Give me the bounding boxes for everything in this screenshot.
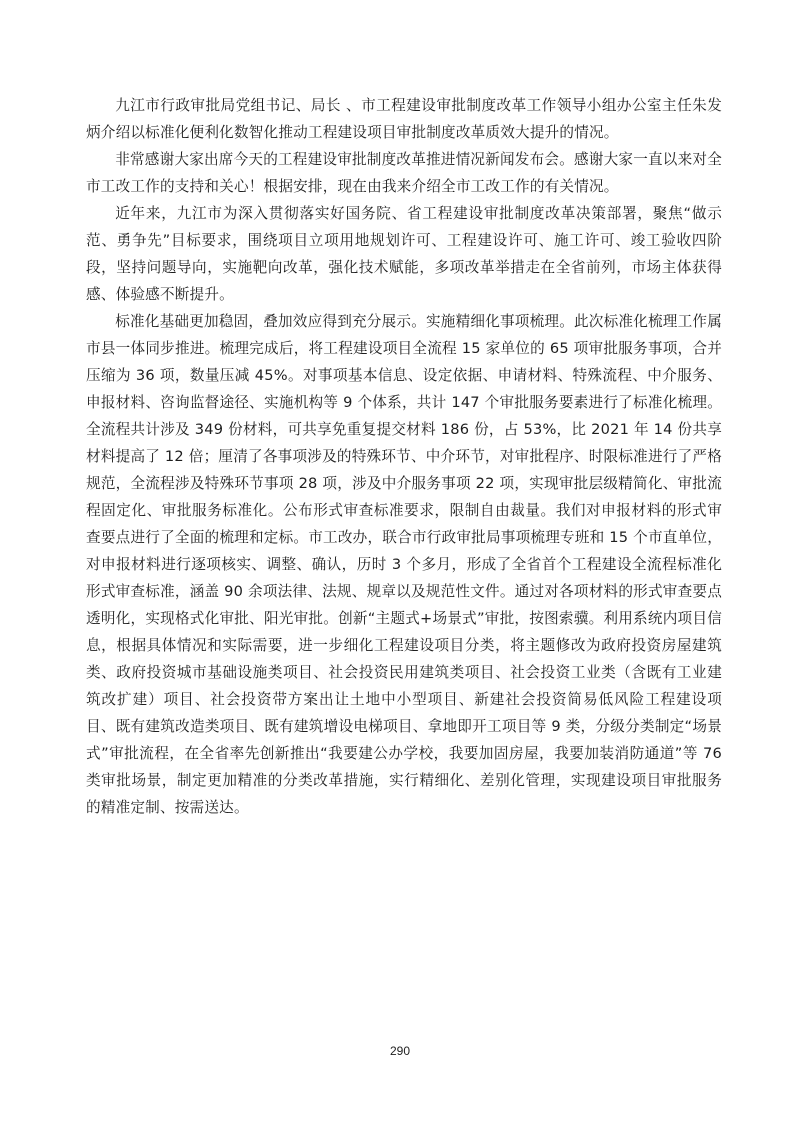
paragraph-overview: 近年来，九江市为深入贯彻落实好国务院、省工程建设审批制度改革决策部署，聚焦“做示范、勇争先”目标要求，围绕项目立项用地规划许可、工程建设许可、施工许可、竣工验收四阶段，坚持问题导向，实施靶向改革，强化技术赋能，多项改革举措走在全省前列，市场主体获得感、体验感不断提升。 [86, 205, 722, 303]
paragraph-thanks: 非常感谢大家出席今天的工程建设审批制度改革推进情况新闻发布会。感谢大家一直以来对全市工改工作的支持和关心！根据安排，现在由我来介绍全市工改工作的有关情况。 [86, 151, 722, 195]
document-body [86, 92, 722, 821]
page-number: 290 [389, 1044, 411, 1058]
paragraph-standardization: 标准化基础更加稳固，叠加效应得到充分展示。实施精细化事项梳理。此次标准化梳理工作属市县一体同步推进。梳理完成后，将工程建设项目全流程 15 家单位的 65 项审批服务事项，合并压缩为 36 项，数量压减 45%。对事项基本信息、设定依据、申请材料、特殊流程、中介服务、申报材料、咨询监督途径、实施机构等 9 个体系，共计 147 个审批服务要素进行了标准化梳理。全流程共计涉及 349 份材料，可共享免重复提交材料 186 份，占 53%，比 2021 年 14 份共享材料提高了 12 倍；厘清了各事项涉及的特殊环节、中介环节，对审批程序、时限标准进行了严格规范，全流程涉及特殊环节事项 28 项，涉及中介服务事项 22 项，实现审批层级精简化、审批流程固定化、审批服务标准化。公布形式审查标准要求，限制自由裁量。我们对申报材料的形式审查要点进行了全面的梳理和定标。市工改办，联合市行政审批局事项梳理专班和 15 个市直单位，对申报材料进行逐项核实、调整、确认，历时 3 个多月，形成了全省首个工程建设全流程标准化形式审查标准，涵盖 90 余项法律、法规、规章以及规范性文件。通过对各项材料的形式审查要点透明化，实现格式化审批、阳光审批。创新“主题式+场景式”审批，按图索骥。利用系统内项目信息，根据具体情况和实际需要，进一步细化工程建设项目分类，将主题修改为政府投资房屋建筑类、政府投资城市基础设施类项目、社会投资民用建筑类项目、社会投资工业类（含既有工业建筑改扩建）项目、社会投资带方案出让土地中小型项目、新建社会投资简易低风险工程建设项目、既有建筑改造类项目、既有建筑增设电梯项目、拿地即开工项目等 9 类，分级分类制定“场景式”审批流程，在全省率先创新推出“我要建公办学校，我要加固房屋，我要加装消防通道”等 76 类审批场景，制定更加精准的分类改革措施，实行精细化、差别化管理，实现建设项目审批服务的精准定制、按需送达。 [86, 313, 722, 816]
paragraph-intro: 九江市行政审批局党组书记、局长 、市工程建设审批制度改革工作领导小组办公室主任朱发炳介绍以标准化便利化数智化推动工程建设项目审批制度改革质效大提升的情况。 [86, 97, 722, 141]
